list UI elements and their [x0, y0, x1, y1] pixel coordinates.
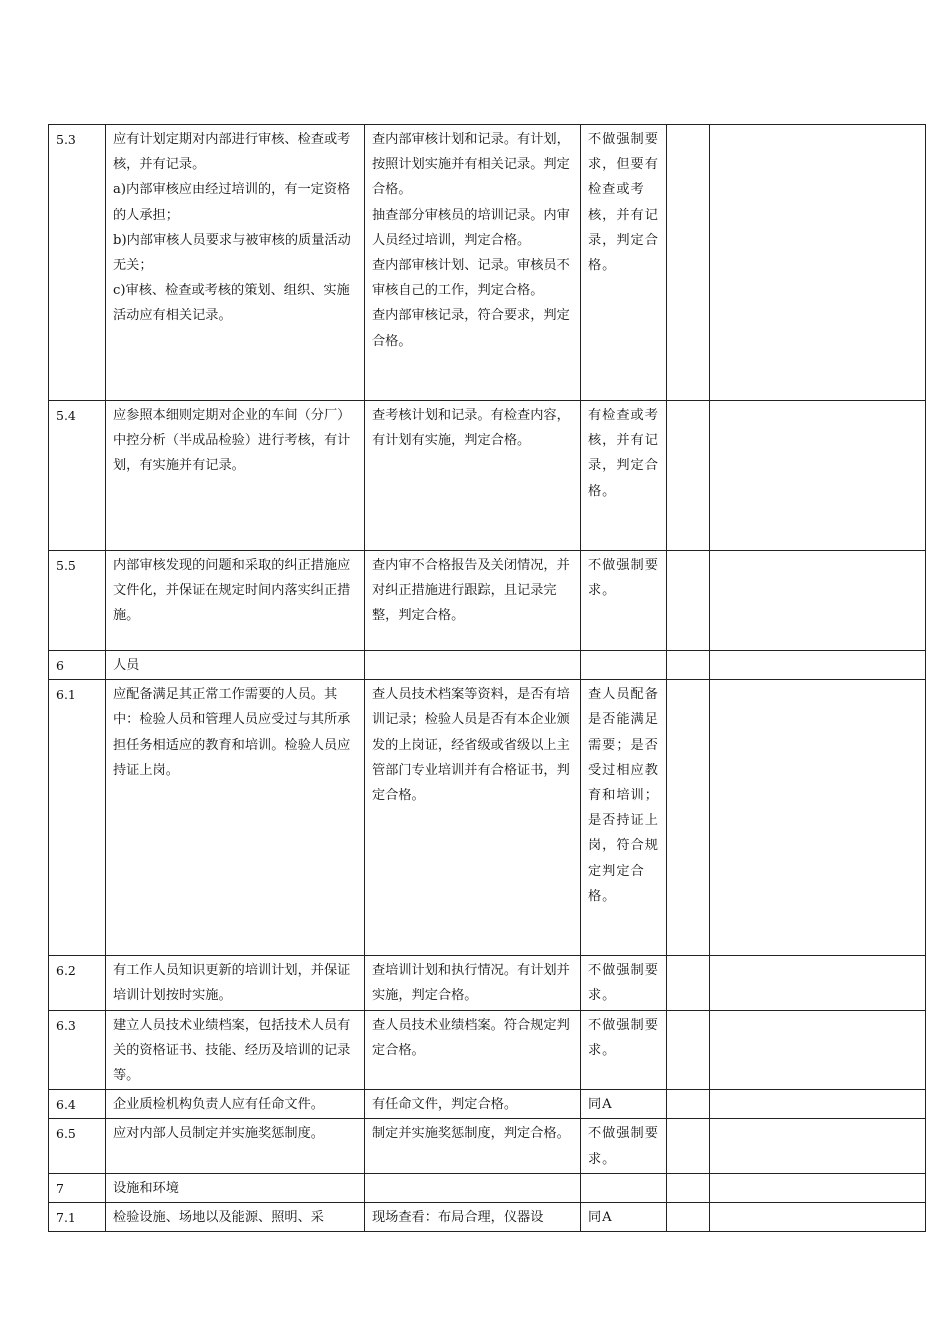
table-row — [49, 125, 926, 401]
judgement-cell: 同A — [581, 1203, 667, 1232]
method-cell — [365, 1090, 581, 1119]
method-text: 有任命文件，判定合格。 — [372, 1097, 518, 1113]
method-text: 查内部审核计划、记录。审核员不审核自己的工作，判定合格。 — [372, 258, 570, 299]
requirement-text: 内部审核发现的问题和采取的纠正措施应文件化，并保证在规定时间内落实纠正措施。 — [113, 558, 351, 624]
score-cell — [667, 401, 710, 551]
remarks-cell — [710, 1010, 926, 1090]
clause-number: 6.2 — [49, 956, 106, 1010]
judgement-cell: 查人员配备是否能满足需要；是否受过相应教育和培训；是否持证上岗，符合规定判定合格。 — [581, 680, 667, 956]
method-text: 查培训计划和执行情况。有计划并实施，判定合格。 — [372, 963, 570, 1004]
method-text: 制定并实施奖惩制度，判定合格。 — [372, 1126, 570, 1142]
judgement-cell: 有检查或考核，并有记录，判定合格。 — [581, 401, 667, 551]
clause-number: 7 — [49, 1173, 106, 1202]
method-text: 查人员技术档案等资料，是否有培训记录；检验人员是否有本企业颁发的上岗证，经省级或省级以上主管部门专业培训并有合格证书，判定合格。 — [372, 687, 570, 804]
method-cell — [365, 125, 581, 401]
requirement-cell — [106, 125, 365, 401]
score-cell — [667, 1010, 710, 1090]
clause-number: 5.4 — [49, 401, 106, 551]
table-row — [49, 551, 926, 651]
method-text: 查内部审核记录，符合要求，判定合格。 — [372, 308, 570, 349]
requirement-text: 企业质检机构负责人应有任命文件。 — [113, 1097, 324, 1113]
table-row — [49, 680, 926, 956]
remarks-cell — [710, 401, 926, 551]
score-cell — [667, 651, 710, 680]
method-cell — [365, 680, 581, 956]
remarks-cell — [710, 1173, 926, 1202]
table-body — [49, 125, 926, 1232]
requirement-text: 应参照本细则定期对企业的车间（分厂）中控分析（半成品检验）进行考核，有计划，有实施并有记录。 — [113, 408, 351, 474]
score-cell — [667, 1090, 710, 1119]
remarks-cell — [710, 1090, 926, 1119]
judgement-cell — [581, 1173, 667, 1202]
requirement-text: 建立人员技术业绩档案，包括技术人员有关的资格证书、技能、经历及培训的记录等。 — [113, 1017, 351, 1084]
table-row — [49, 1173, 926, 1202]
requirement-cell — [106, 401, 365, 551]
requirement-text: 应配备满足其正常工作需要的人员。其中：检验人员和管理人员应受过与其所承担任务相适应的教育和培训。检验人员应持证上岗。 — [113, 687, 351, 778]
table-row — [49, 651, 926, 680]
table-row — [49, 956, 926, 1010]
requirement-cell — [106, 651, 365, 680]
method-text: 查人员技术业绩档案。符合规定判定合格。 — [372, 1017, 570, 1058]
method-cell — [365, 401, 581, 551]
method-cell — [365, 651, 581, 680]
audit-table — [48, 124, 926, 1232]
remarks-cell — [710, 125, 926, 401]
judgement-cell: 不做强制要求，但要有检查或考核，并有记录，判定合格。 — [581, 125, 667, 401]
judgement-cell: 不做强制要求。 — [581, 551, 667, 651]
table-row — [49, 1010, 926, 1090]
clause-number: 6.4 — [49, 1090, 106, 1119]
score-cell — [667, 956, 710, 1010]
requirement-text: b)内部审核人员要求与被审核的质量活动无关； — [113, 232, 351, 274]
method-text: 抽查部分审核员的培训记录。内审人员经过培训，判定合格。 — [372, 207, 570, 248]
remarks-cell — [710, 1119, 926, 1173]
judgement-cell — [581, 651, 667, 680]
requirement-text: 人员 — [113, 658, 140, 673]
table-row — [49, 1119, 926, 1173]
clause-number: 5.5 — [49, 551, 106, 651]
clause-number: 6.5 — [49, 1119, 106, 1173]
judgement-cell: 不做强制要求。 — [581, 1119, 667, 1173]
requirement-text: a)内部审核应由经过培训的，有一定资格的人承担； — [113, 182, 351, 223]
method-text: 查内审不合格报告及关闭情况，并对纠正措施进行跟踪，且记录完整，判定合格。 — [372, 558, 570, 624]
remarks-cell — [710, 551, 926, 651]
score-cell — [667, 1119, 710, 1173]
requirement-cell — [106, 1010, 365, 1090]
requirement-cell — [106, 551, 365, 651]
remarks-cell — [710, 680, 926, 956]
method-cell — [365, 956, 581, 1010]
requirement-text: 检验设施、场地以及能源、照明、采 — [113, 1210, 324, 1226]
requirement-text: 应有计划定期对内部进行审核、检查或考核，并有记录。 — [113, 132, 351, 173]
requirement-cell — [106, 1119, 365, 1173]
requirement-cell — [106, 956, 365, 1010]
method-text: 现场查看：布局合理，仪器设 — [372, 1210, 544, 1226]
method-text: 查考核计划和记录。有检查内容，有计划有实施，判定合格。 — [372, 408, 570, 449]
requirement-text: 应对内部人员制定并实施奖惩制度。 — [113, 1126, 324, 1142]
score-cell — [667, 1173, 710, 1202]
requirement-cell — [106, 680, 365, 956]
table-row — [49, 1203, 926, 1232]
remarks-cell — [710, 956, 926, 1010]
requirement-text: 有工作人员知识更新的培训计划，并保证培训计划按时实施。 — [113, 963, 351, 1004]
score-cell — [667, 551, 710, 651]
score-cell — [667, 125, 710, 401]
method-cell — [365, 1173, 581, 1202]
requirement-cell — [106, 1203, 365, 1232]
requirement-cell — [106, 1090, 365, 1119]
score-cell — [667, 680, 710, 956]
clause-number: 6.1 — [49, 680, 106, 956]
table-row — [49, 401, 926, 551]
requirement-cell — [106, 1173, 365, 1202]
judgement-cell: 不做强制要求。 — [581, 1010, 667, 1090]
score-cell — [667, 1203, 710, 1232]
requirement-text: 设施和环境 — [113, 1180, 179, 1196]
table-row — [49, 1090, 926, 1119]
clause-number: 6.3 — [49, 1010, 106, 1090]
clause-number: 5.3 — [49, 125, 106, 401]
judgement-cell: 不做强制要求。 — [581, 956, 667, 1010]
clause-number: 6 — [49, 651, 106, 680]
method-cell — [365, 551, 581, 651]
method-cell — [365, 1119, 581, 1173]
clause-number: 7.1 — [49, 1203, 106, 1232]
remarks-cell — [710, 651, 926, 680]
method-cell — [365, 1203, 581, 1232]
method-cell — [365, 1010, 581, 1090]
judgement-cell: 同A — [581, 1090, 667, 1119]
remarks-cell — [710, 1203, 926, 1232]
method-text: 查内部审核计划和记录。有计划，按照计划实施并有相关记录。判定合格。 — [372, 132, 570, 198]
requirement-text: c)审核、检查或考核的策划、组织、实施活动应有相关记录。 — [113, 283, 350, 324]
